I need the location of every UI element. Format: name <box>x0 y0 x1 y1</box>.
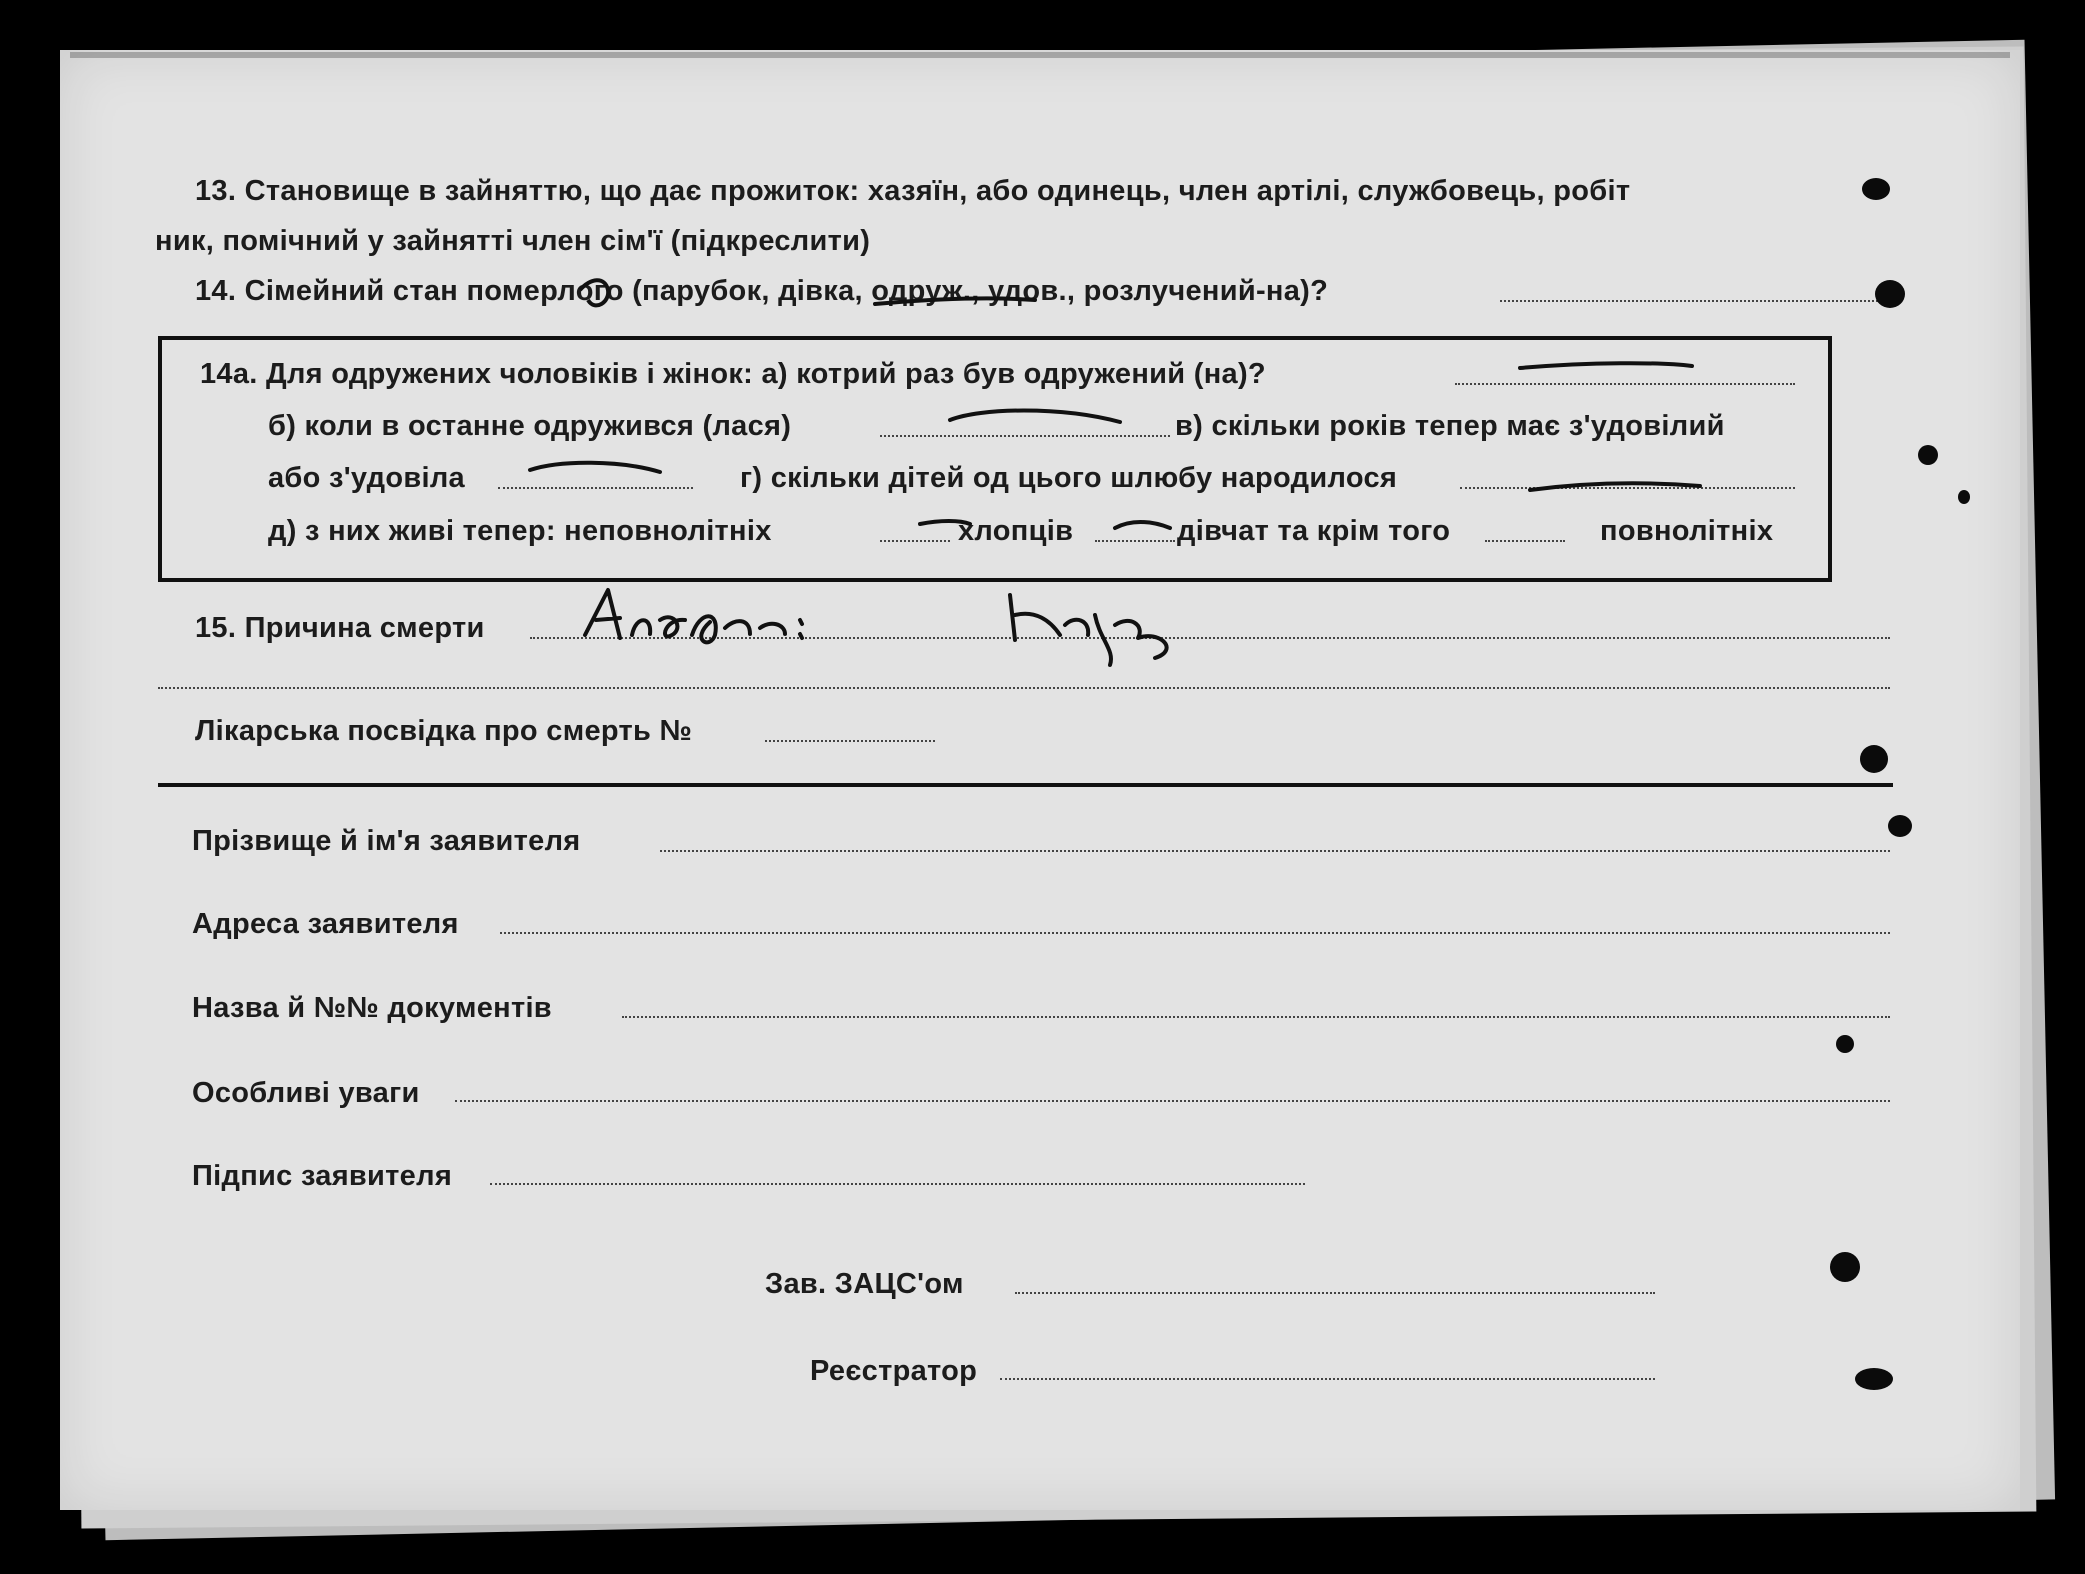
applicant-name-label: Прізвище й ім'я заявителя <box>192 825 581 857</box>
item15-cause-label: 15. Причина смерти <box>195 612 485 644</box>
item14-marital-status: 14. Сімейний стан померлого (парубок, дівка, одруж., удов., розлучений-на)? <box>195 275 1329 307</box>
applicant-address-label: Адреса заявителя <box>192 908 459 940</box>
item14a-adults-label: повнолітніх <box>1600 515 1774 547</box>
punch-hole <box>1958 490 1970 504</box>
item14a-girls-label: дівчат та крім того <box>1177 515 1451 547</box>
item14a-b-label: б) коли в останне одружився (лася) <box>268 410 792 442</box>
punch-hole <box>1862 178 1890 200</box>
punch-hole <box>1918 445 1938 465</box>
item13-line1: 13. Становище в зайняттю, що дає прожиток: хазяїн, або одинець, член артілі, службовець, робіт <box>195 175 1631 207</box>
item14a-line1: 14а. Для одружених чоловіків і жінок: а) котрий раз був одружений (на)? <box>200 358 1266 390</box>
medical-cert-label: Лікарська посвідка про смерть № <box>195 715 693 747</box>
registrar-label: Реєстратор <box>810 1355 978 1387</box>
head-label: Зав. ЗАЦС'ом <box>765 1268 964 1300</box>
documents-label: Назва й №№ документів <box>192 992 552 1024</box>
punch-hole <box>1830 1252 1860 1282</box>
item13-line2: ник, помічний у зайнятті член сім'ї (підкреслити) <box>155 225 871 257</box>
remarks-label: Особливі уваги <box>192 1077 420 1109</box>
item14a-boys-label: хлопців <box>958 515 1074 547</box>
item14a-g-label: г) скільки дітей од цього шлюбу народилося <box>740 462 1398 494</box>
applicant-signature-label: Підпис заявителя <box>192 1160 453 1192</box>
item14a-v-label-cont: або з'удовіла <box>268 462 465 494</box>
punch-hole <box>1836 1035 1854 1053</box>
item14a-d-label: д) з них живі тепер: неповнолітніх <box>268 515 772 547</box>
punch-hole <box>1855 1368 1893 1390</box>
pen-marks <box>60 50 2020 1510</box>
punch-hole <box>1860 745 1888 773</box>
item14a-v-label: в) скільки років тепер має з'удовілий <box>1175 410 1725 442</box>
punch-hole <box>1888 815 1912 837</box>
punch-hole <box>1875 280 1905 308</box>
form-sheet <box>60 50 2020 1510</box>
